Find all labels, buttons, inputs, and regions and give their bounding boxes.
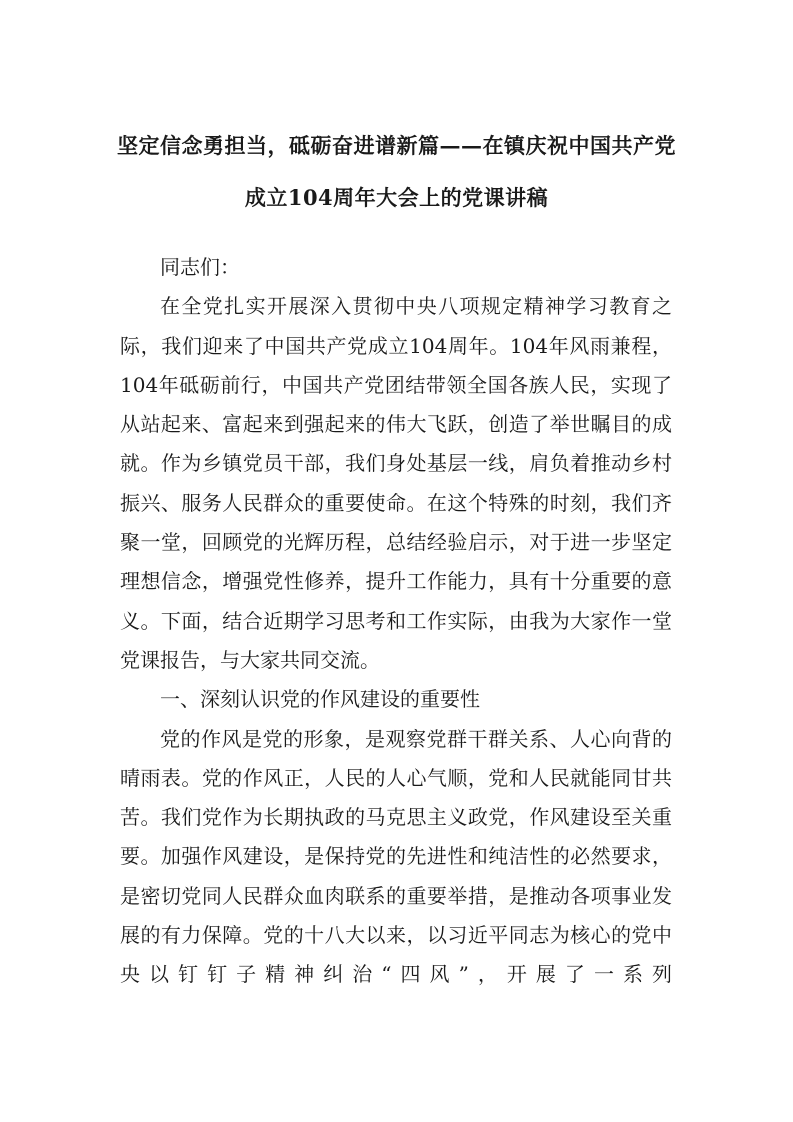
paragraph-intro: 在全党扎实开展深入贯彻中央八项规定精神学习教育之际，我们迎来了中国共产党成立104周年。104年风雨兼程，104年砥砺前行，中国共产党团结带领全国各族人民，实现了从站起来、富起来到强起来的伟大飞跃，创造了举世瞩目的成就。作为乡镇党员干部，我们身处基层一线，肩负着推动乡村振兴、服务人民群众的重要使命。在这个特殊的时刻，我们齐聚一堂，回顾党的光辉历程，总结经验启示，对于进一步坚定理想信念，增强党性修养，提升工作能力，具有十分重要的意义。下面，结合近期学习思考和工作实际，由我为大家作一堂党课报告，与大家共同交流。 [120,294,672,672]
paragraph-section-1: 党的作风是党的形象，是观察党群干群关系、人心向背的晴雨表。党的作风正，人民的人心气顺，党和人民就能同甘共苦。我们党作为长期执政的马克思主义政党，作风建设至关重要。加强作风建设，是保持党的先进性和纯洁性的必然要求，是密切党同人民群众血肉联系的重要举措，是推动各项事业发展的有力保障。党的十八大以来，以习近平同志为核心的党中央以钉钉子精神纠治“四风”，开展了一系列 [120,726,672,987]
document-body [120,248,672,995]
document-title-line1: 坚定信念勇担当，砥砺奋进谱新篇——在镇庆祝中国共产党 [117,133,676,158]
section-heading-1: 一、深刻认识党的作风建设的重要性 [160,687,480,712]
salutation: 同志们： [160,255,240,279]
document-title-line2: 成立104周年大会上的党课讲稿 [244,185,549,210]
